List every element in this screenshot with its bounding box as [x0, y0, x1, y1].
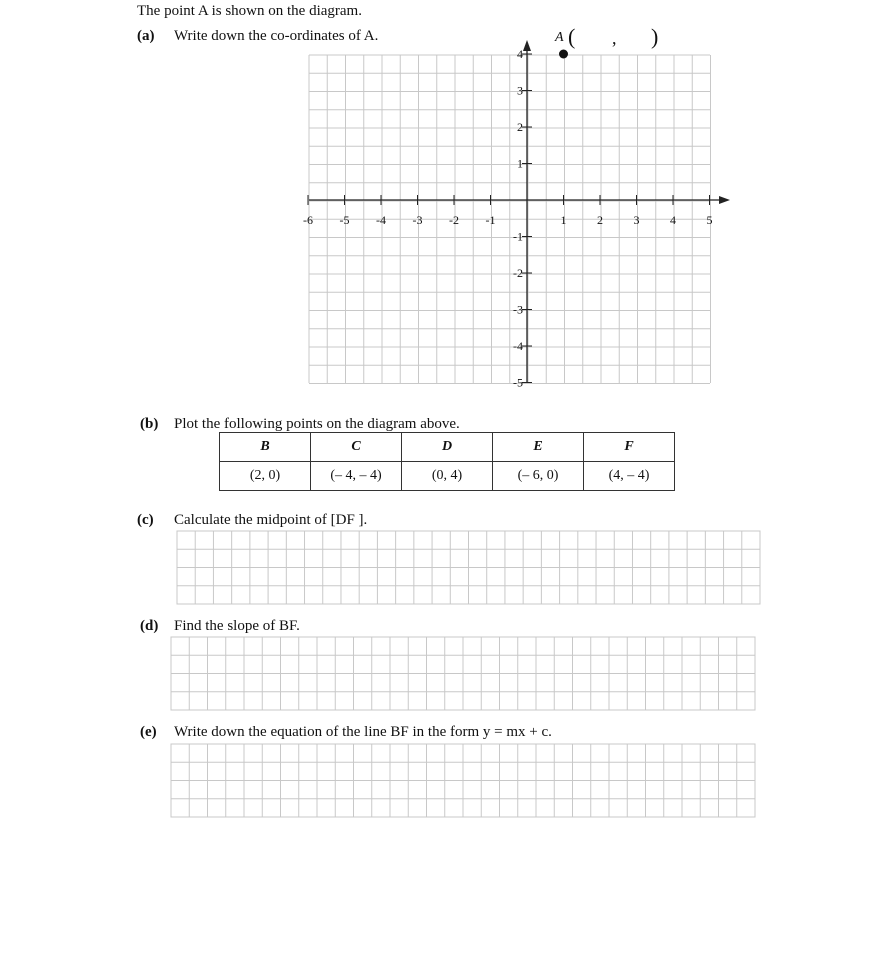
y-tick-label: 3 — [517, 83, 523, 98]
y-tick-label: -3 — [513, 302, 523, 317]
y-tick-label: -1 — [513, 229, 523, 244]
point-a-marker — [559, 50, 568, 59]
y-tick-label: 2 — [517, 120, 523, 134]
table-value-e: (– 6, 0) — [493, 462, 584, 491]
table-header-c: C — [311, 433, 402, 462]
x-tick-label: -4 — [376, 213, 386, 227]
part-e-question: Write down the equation of the line BF in the form y = mx + c. — [174, 724, 552, 740]
part-a-label: (a) — [137, 28, 155, 44]
y-tick-label: -4 — [513, 339, 523, 353]
table-value-d: (0, 4) — [402, 462, 493, 491]
x-axis-arrow-icon — [719, 196, 730, 204]
x-tick-label: -2 — [449, 213, 459, 227]
x-tick-label: -3 — [412, 213, 423, 227]
answer-a-letter: A — [555, 30, 564, 45]
answer-a-open-paren: ( — [568, 24, 576, 49]
intro-text: The point A is shown on the diagram. — [137, 3, 362, 19]
part-d-label: (d) — [140, 618, 159, 634]
part-d-question: Find the slope of BF. — [174, 618, 300, 634]
part-b-label: (b) — [140, 416, 159, 432]
x-tick-label: 5 — [706, 213, 713, 227]
x-tick-label: -6 — [303, 213, 313, 227]
table-value-c: (– 4, – 4) — [311, 462, 402, 491]
x-tick-label: 4 — [670, 213, 676, 227]
y-tick-label: 1 — [517, 156, 523, 171]
x-tick-label: 1 — [560, 213, 567, 227]
answer-a-close-paren: ) — [651, 24, 659, 49]
table-value-b: (2, 0) — [220, 462, 311, 491]
x-tick-label: -1 — [485, 213, 496, 227]
table-header-f: F — [584, 433, 675, 462]
y-tick-label: 4 — [517, 47, 523, 61]
x-tick-label: 3 — [633, 213, 640, 227]
table-header-e: E — [493, 433, 584, 462]
part-c-label: (c) — [137, 512, 154, 528]
table-header-b: B — [220, 433, 311, 462]
x-tick-label: -5 — [339, 213, 350, 227]
part-c-question: Calculate the midpoint of [DF ]. — [174, 512, 368, 528]
table-value-f: (4, – 4) — [584, 462, 675, 491]
y-tick-label: -2 — [513, 266, 523, 280]
answer-a-comma: , — [612, 28, 617, 48]
table-header-d: D — [402, 433, 493, 462]
y-tick-label: -5 — [513, 375, 523, 390]
part-e-label: (e) — [140, 724, 157, 740]
x-tick-label: 2 — [597, 213, 603, 227]
y-axis-arrow-icon — [523, 40, 531, 51]
part-a-question: Write down the co-ordinates of A. — [174, 28, 379, 44]
part-b-question: Plot the following points on the diagram above. — [174, 416, 460, 432]
